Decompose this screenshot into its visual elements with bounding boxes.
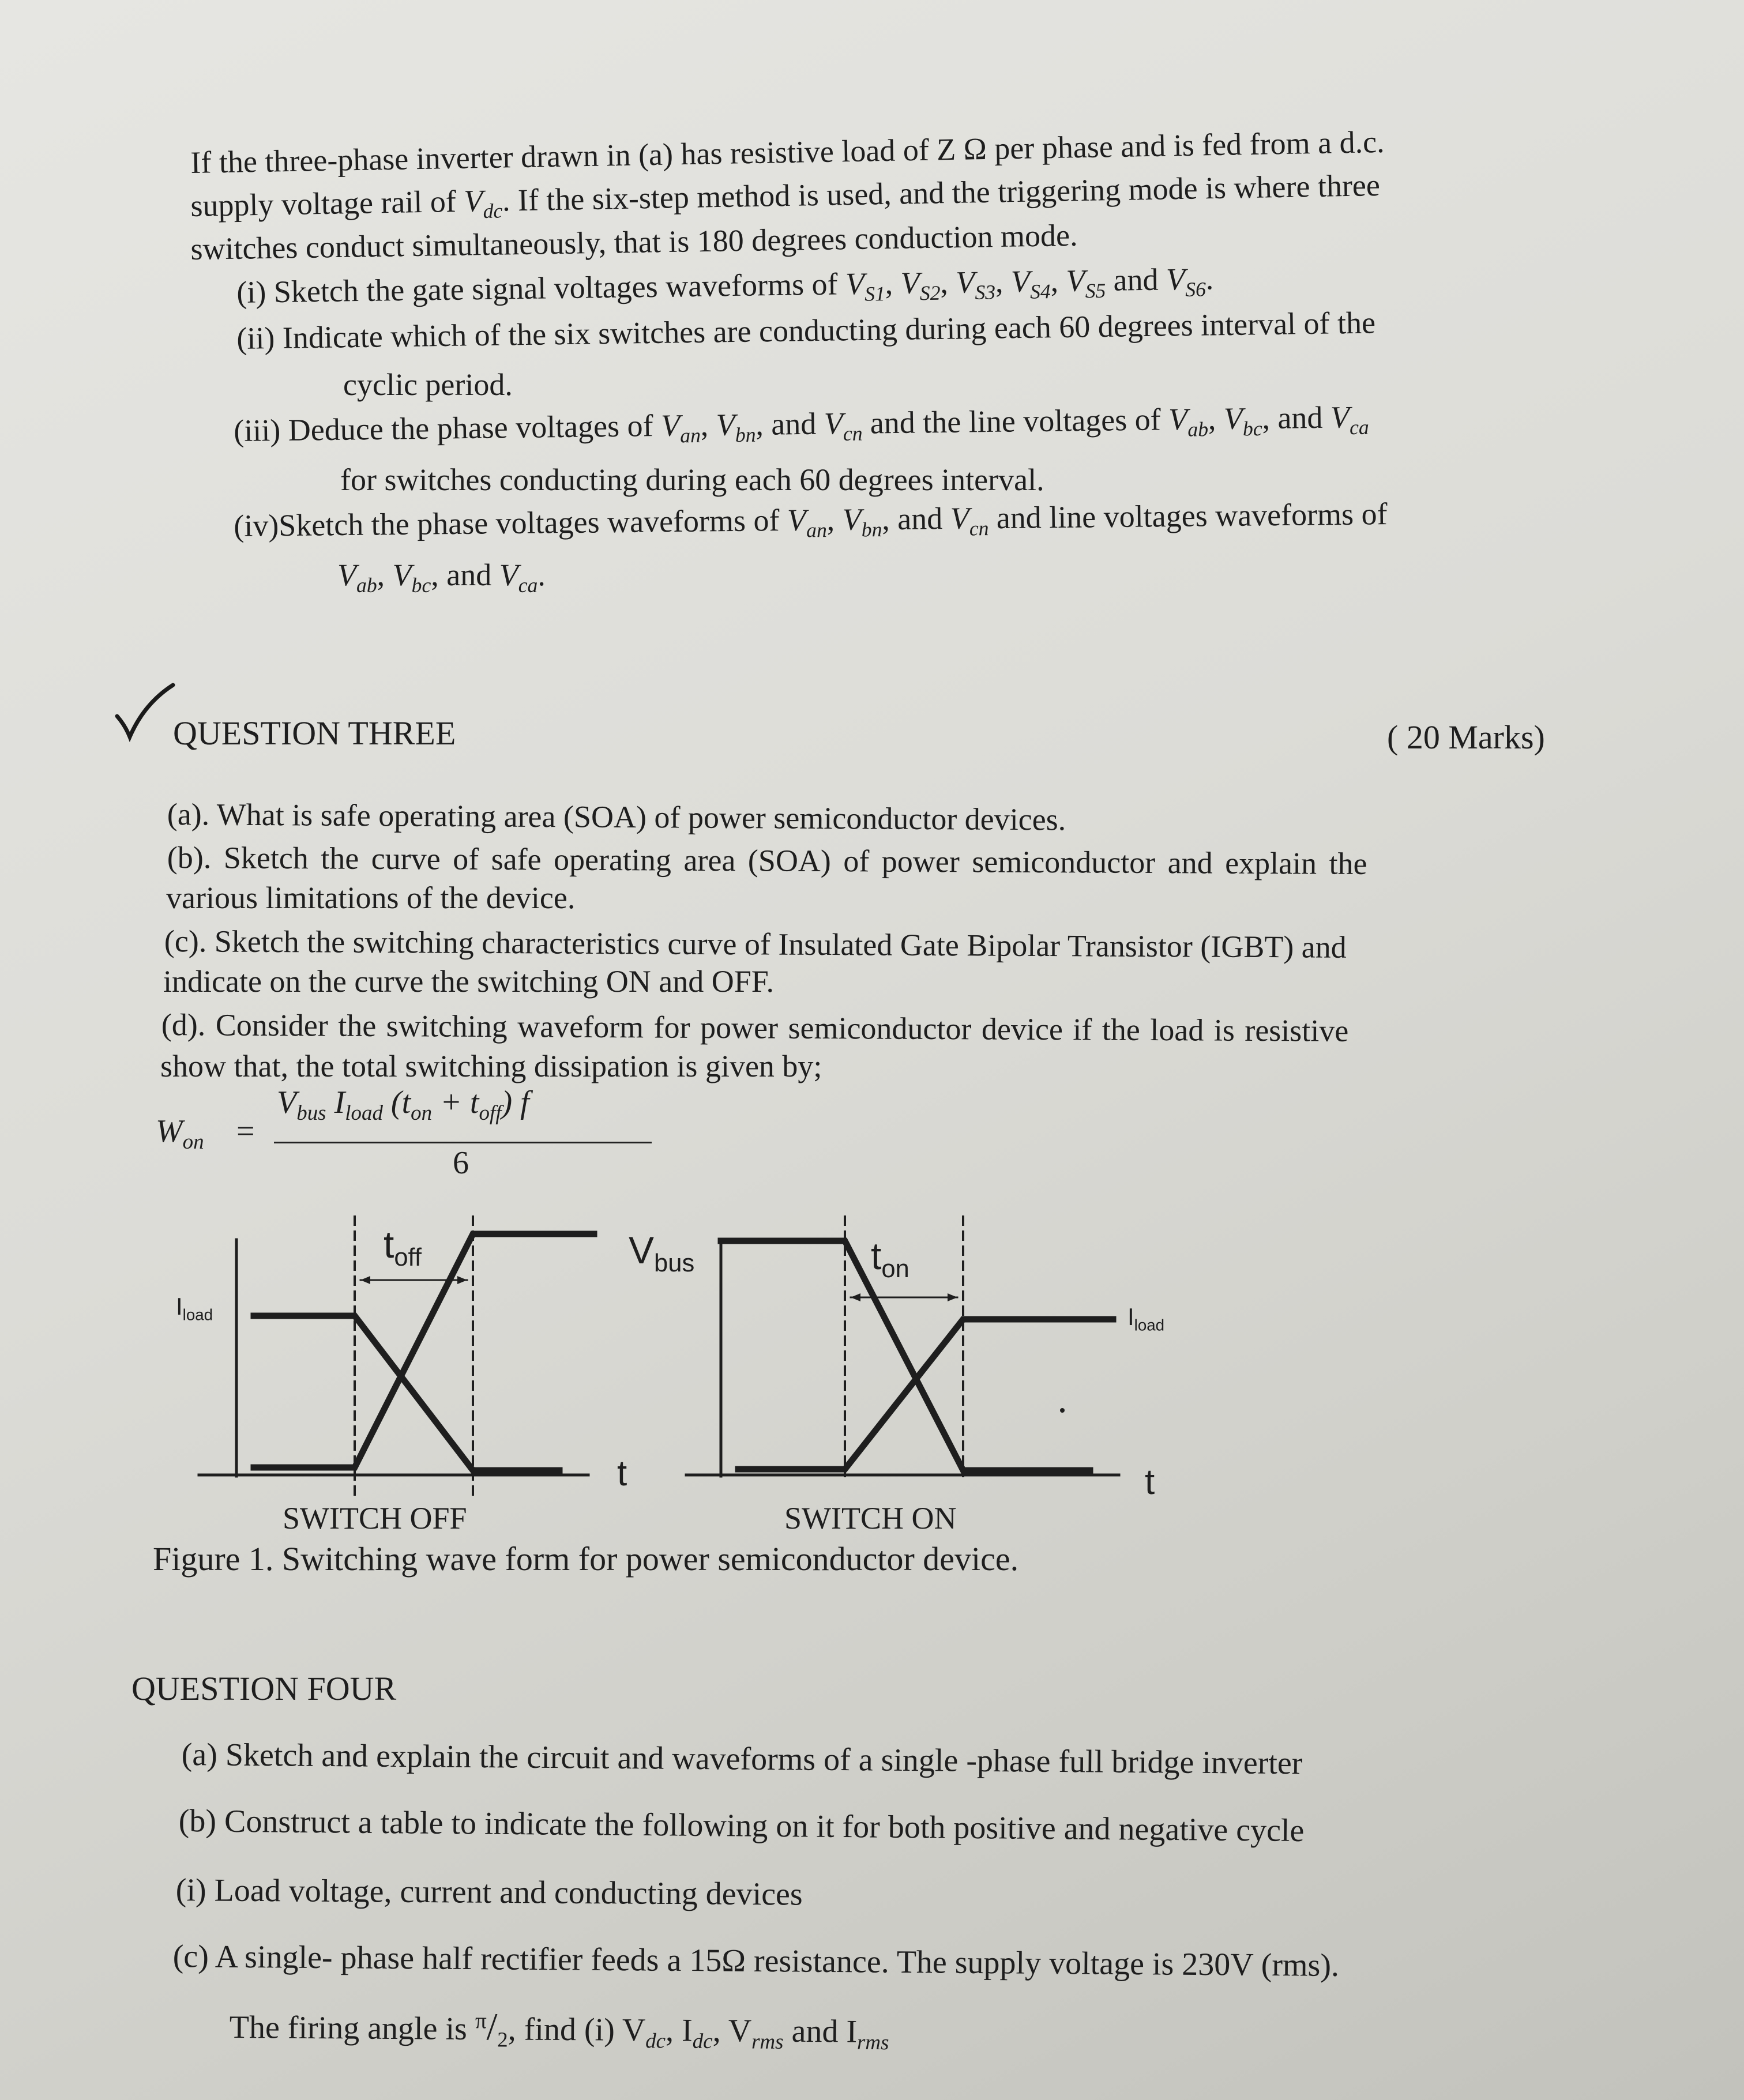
q3-part-c-line-2: indicate on the curve the switching ON and OFF. (163, 964, 774, 999)
switch-off-label: SWITCH OFF (283, 1501, 467, 1536)
q3-part-d-line-1: (d). Consider the switching waveform for power semiconductor device if the load is resistive (161, 1007, 1349, 1048)
figure-caption: Figure 1. Switching wave form for power semiconductor device. (153, 1540, 1019, 1578)
t-off-label: $t_{off}$ (384, 1223, 422, 1272)
switch-on-label: SWITCH ON (784, 1501, 957, 1536)
formula-fraction-bar (274, 1142, 652, 1143)
switching-waveform-figure (138, 1199, 1188, 1557)
q3-part-b-line-2: various limitations of the device. (166, 880, 576, 915)
t-axis-left-label: t (617, 1454, 627, 1493)
checkmark-icon (112, 680, 176, 744)
q3-part-b-line-1: (b). Sketch the curve of safe operating area (SOA) of power semiconductor and explain the (167, 840, 1367, 881)
q4-part-a: (a) Sketch and explain the circuit and waveforms of a single -phase full bridge inverter (181, 1737, 1303, 1782)
t-axis-right-label: t (1145, 1462, 1155, 1502)
switching-loss-formula (156, 1084, 675, 1188)
intro-line-1: If the three-phase inverter drawn in (a) has resistive load of Z Ω per phase and is fed from a d.c. (190, 124, 1385, 180)
q4-part-b-i: (i) Load voltage, current and conducting devices (175, 1872, 803, 1913)
intro-item-iv-cont: $V_{ab}$, $V_{bc}$, and $V_{ca}$. (337, 558, 546, 597)
formula-denominator: 6 (453, 1145, 469, 1181)
i-load-right-label: $I_{load}$ (1127, 1303, 1165, 1334)
intro-line-2: supply voltage rail of $V_{dc}$. If the six-step method is used, and the triggering mode is where three (190, 168, 1381, 223)
q3-part-c-line-1: (c). Sketch the switching characteristics curve of Insulated Gate Bipolar Transistor (IGBT) and (164, 924, 1347, 965)
question-three-title: QUESTION THREE (173, 714, 456, 752)
intro-item-iii-cont: for switches conducting during each 60 degrees interval. (340, 462, 1044, 497)
formula-equals: = (236, 1113, 255, 1149)
v-bus-label: $V_{bus}$ (629, 1229, 695, 1278)
q3-part-d-line-2: show that, the total switching dissipation is given by; (160, 1049, 822, 1083)
q4-part-b: (b) Construct a table to indicate the following on it for both positive and negative cycle (178, 1803, 1305, 1849)
i-load-left-label: $I_{load}$ (176, 1293, 213, 1324)
question-three-marks: ( 20 Marks) (1387, 718, 1545, 756)
q4-part-c-line-2: The firing angle is $^\pi/_2$, find (i) $V_{dc}$, $I_{dc}$, $V_{rms}$ and $I_{rms}$ (229, 2005, 889, 2054)
intro-item-iv: (iv)Sketch the phase voltages waveforms of $V_{an}$, $V_{bn}$, and $V_{cn}$ and line voltages waveforms of (233, 496, 1388, 543)
intro-line-3: switches conduct simultaneously, that is 180 degrees conduction mode. (190, 217, 1078, 266)
switch-off-current-curve (254, 1316, 559, 1470)
switch-off-voltage-curve (254, 1234, 594, 1467)
intro-item-ii: (ii) Indicate which of the six switches are conducting during each 60 degrees interval of the (236, 305, 1376, 356)
formula-lhs: $W_{on}$ (156, 1113, 204, 1154)
q4-part-c: (c) A single- phase half rectifier feeds a 15Ω resistance. The supply voltage is 230V (rms). (172, 1939, 1340, 1984)
t-on-label: $t_{on}$ (871, 1235, 909, 1284)
intro-item-ii-cont: cyclic period. (343, 367, 513, 402)
q3-part-a: (a). What is safe operating area (SOA) of power semiconductor devices. (167, 797, 1066, 837)
formula-numerator: $V_{bus}$ $I_{load}$ $(t_{on} + t_{off})$ f (277, 1085, 529, 1125)
question-four-title: QUESTION FOUR (131, 1670, 397, 1707)
intro-item-iii: (iii) Deduce the phase voltages of $V_{an}$, $V_{bn}$, and $V_{cn}$ and the line voltages of $V_{ab}$, $V_{bc}$, and $V_{ca}$ (233, 400, 1369, 448)
intro-item-i: (i) Sketch the gate signal voltages waveforms of $V_{S1}$, $V_{S2}$, $V_{S3}$, $V_{S4}$, $V_{S5}$ and $V_{S6}$. (236, 261, 1214, 310)
